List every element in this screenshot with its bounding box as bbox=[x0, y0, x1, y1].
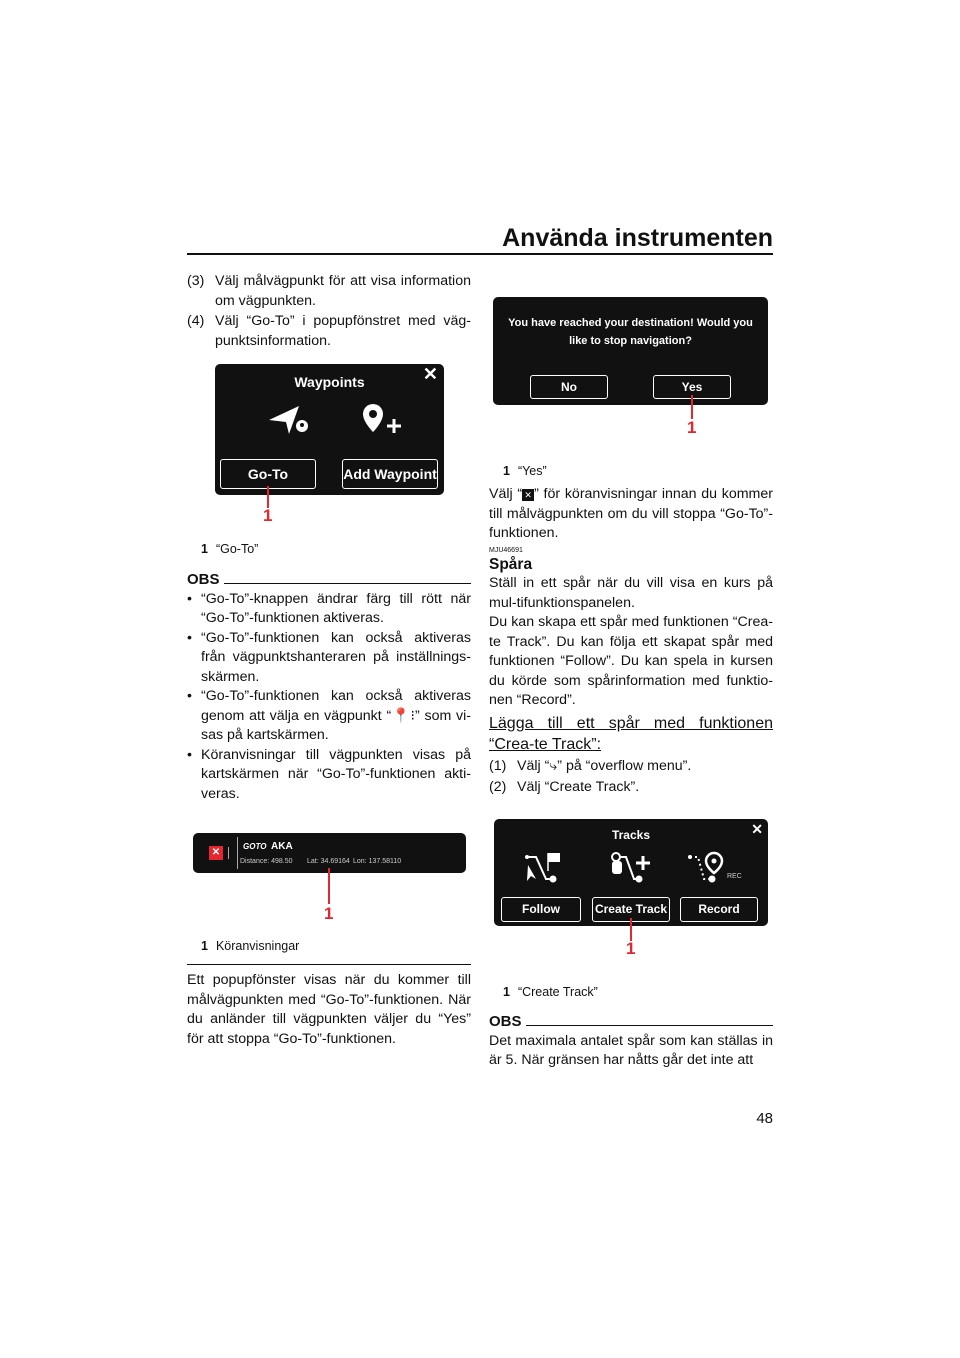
caption-go-to: 1 “Go-To” bbox=[201, 542, 259, 556]
waypoint-name: AKA bbox=[271, 841, 293, 852]
divider bbox=[237, 837, 238, 869]
step-4: (4) Välj “Go-To” i popupfönstret med väg-punktsinformation. bbox=[187, 313, 471, 349]
caption-create-track: 1 “Create Track” bbox=[503, 985, 598, 999]
callout-line bbox=[328, 868, 330, 904]
yes-button[interactable]: Yes bbox=[653, 375, 731, 399]
page-header-title: Använda instrumenten bbox=[502, 224, 773, 252]
follow-button[interactable]: Follow bbox=[501, 897, 581, 922]
no-button[interactable]: No bbox=[530, 375, 608, 399]
destination-dialog bbox=[493, 297, 768, 405]
record-button[interactable]: Record bbox=[680, 897, 758, 922]
bullet: • “Go-To”-knappen ändrar färg till rött när “Go-To”-funktionen aktiveras. bbox=[187, 590, 471, 626]
create-track-button[interactable]: Create Track bbox=[592, 897, 670, 922]
stop-navigation-icon[interactable]: ✕ bbox=[209, 846, 223, 860]
add-waypoint-button[interactable]: Add Waypoint bbox=[342, 459, 438, 489]
paragraph: Ett popupfönster visas när du kommer till målvägpunkten med “Go-To”-funktionen. När du anländer till vägpunkten väljer du “Yes” för att stoppa “Go-To”-funktionen. bbox=[187, 972, 471, 1047]
paragraph: Det maximala antalet spår som kan ställas in är 5. När gränsen har nåtts går det inte att bbox=[489, 1032, 773, 1068]
divider bbox=[228, 847, 229, 859]
obs-heading: OBS bbox=[489, 1012, 773, 1032]
callout-number: 1 bbox=[263, 506, 273, 525]
paragraph: Välj “ ✕ ” för köranvisningar innan du kommer till målvägpunkten om du vill stoppa “Go-To”-funktionen. bbox=[489, 486, 773, 541]
section-code: MJU46691 bbox=[489, 546, 523, 554]
obs-heading: OBS bbox=[187, 570, 471, 590]
distance: Distance: 498.50 bbox=[240, 858, 293, 865]
tracks-title: Tracks bbox=[611, 828, 651, 842]
callout-line bbox=[691, 395, 693, 419]
subheading: Lägga till ett spår med funktionen “Crea-te Track”: bbox=[489, 714, 773, 753]
create-track-icon bbox=[608, 851, 654, 885]
rec-label: REC bbox=[727, 873, 742, 880]
goto-label: GOTO bbox=[243, 842, 267, 851]
record-track-icon bbox=[686, 851, 730, 885]
step-1: (1) Välj “⤷” på “overflow menu”. bbox=[489, 757, 692, 774]
caption-directions: 1 Köranvisningar bbox=[201, 939, 300, 953]
go-to-button[interactable]: Go-To bbox=[220, 459, 316, 489]
add-waypoint-icon bbox=[361, 402, 405, 440]
navigation-bar-screen bbox=[193, 833, 466, 873]
bullet: • “Go-To”-funktionen kan också aktiveras från vägpunktshanteraren på inställnings-skärmen. bbox=[187, 629, 471, 685]
close-icon[interactable]: ✕ bbox=[751, 821, 763, 837]
paragraph: Ställ in ett spår när du vill visa en kurs på mul-tifunktionspanelen. bbox=[489, 575, 773, 611]
divider bbox=[187, 964, 471, 965]
bullet: • Köranvisningar till vägpunkten visas på kartskärmen när “Go-To”-funktionen akti-veras. bbox=[187, 746, 471, 802]
stop-navigation-icon: ✕ bbox=[522, 489, 534, 501]
callout-number: 1 bbox=[687, 418, 697, 437]
section-heading: Spåra bbox=[489, 555, 533, 573]
waypoints-screen bbox=[215, 364, 444, 495]
callout-line bbox=[267, 486, 269, 508]
callout-line bbox=[630, 918, 632, 941]
header-rule bbox=[187, 253, 773, 255]
close-icon[interactable]: ✕ bbox=[422, 364, 438, 384]
navigate-icon bbox=[267, 402, 311, 438]
tracks-screen bbox=[494, 819, 768, 926]
callout-number: 1 bbox=[626, 939, 636, 958]
paragraph: Du kan skapa ett spår med funktionen “Crea-te Track”. Du kan följa ett skapat spår med funktionen “Follow”. Du kan spela in kursen du körde som spårinformation med funktio-nen “Record”. bbox=[489, 614, 773, 708]
longitude: Lon: 137.58110 bbox=[353, 858, 402, 865]
step-3: (3) Välj målvägpunkt för att visa information om vägpunkten. bbox=[187, 273, 471, 309]
caption-yes: 1 “Yes” bbox=[503, 464, 547, 478]
bullet: • “Go-To”-funktionen kan också aktiveras genom att välja en vägpunkt “📍⁝” som vi-sas på kartskärmen. bbox=[187, 688, 471, 743]
dialog-message: You have reached your destination! Would you like to stop navigation? bbox=[508, 317, 753, 347]
overflow-track-icon: ⤷ bbox=[549, 757, 558, 774]
waypoints-title: Waypoints bbox=[294, 374, 365, 390]
latitude: Lat: 34.69164 bbox=[307, 858, 350, 865]
callout-number: 1 bbox=[324, 904, 334, 923]
follow-track-icon bbox=[522, 851, 566, 885]
page-number: 48 bbox=[756, 1110, 773, 1127]
step-2: (2) Välj “Create Track”. bbox=[489, 779, 640, 795]
